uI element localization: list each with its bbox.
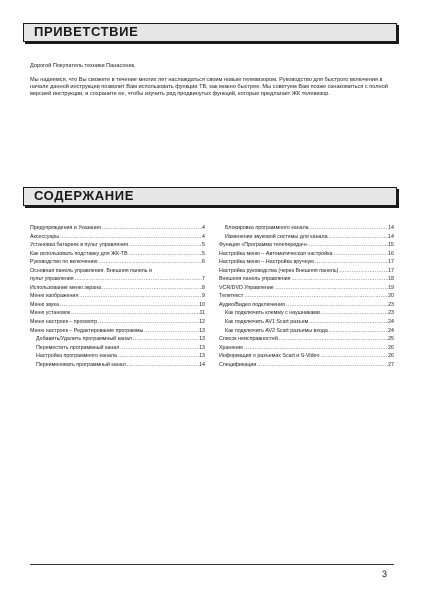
toc-entry-title: Основная панель управления. Внешняя панель и [30, 267, 152, 274]
toc-entry [30, 301, 205, 310]
toc-entry-title: Меню настроек – просмотр [30, 319, 98, 326]
toc-entry-title: Руководство по включению [30, 259, 98, 266]
toc-entry-title: VCR/DVD Управление [219, 284, 274, 291]
toc-leader-dots [132, 335, 199, 344]
toc-entry [219, 335, 394, 344]
toc-entry-title: Как использовать подставку для ЖК-ТВ [30, 250, 128, 257]
toc-entry [219, 301, 394, 310]
toc-entry-page: 4 [202, 225, 205, 231]
toc-leader-dots [320, 309, 388, 318]
toc-entry-title: Как подключить AV2 Scart разъемы входа [225, 327, 328, 334]
toc-entry-page: 17 [388, 267, 394, 274]
toc-entry-page: 16 [388, 250, 394, 257]
toc-entry [219, 224, 394, 233]
toc-entry [219, 250, 394, 259]
toc-entry-page: 4 [202, 233, 205, 240]
toc-leader-dots [143, 327, 199, 336]
toc-right-column [219, 224, 394, 369]
toc-entry-page: 5 [202, 250, 205, 257]
toc-entry-page: 14 [388, 225, 394, 231]
toc-entry-title: Настройка меню – Настройка вручную [219, 259, 315, 266]
toc-entry-title: Изменение звуковой системы для канала [225, 233, 328, 240]
toc-entry-page: 11 [199, 310, 205, 317]
toc-entry-title: Внешняя панель управления [219, 276, 291, 283]
toc-entry [30, 233, 205, 242]
toc-leader-dots [78, 292, 202, 301]
toc-entry-page: 14 [199, 361, 205, 368]
toc-leader-dots [97, 258, 202, 267]
toc-entry-title: Аксессуары [30, 233, 60, 240]
toc-entry [30, 267, 205, 276]
toc-entry-title: Меню установок [30, 310, 71, 317]
toc-entry-page: 13 [199, 353, 205, 360]
toc-entry-page: 17 [388, 259, 394, 266]
toc-entry-title: Меню настроек – Редактирование программы [30, 327, 144, 334]
toc-entry-page: 14 [388, 233, 394, 240]
toc-entry-title: Функция «Программа телепередач» [219, 242, 308, 249]
toc-entry-page: 18 [388, 276, 394, 283]
toc-leader-dots [101, 284, 202, 293]
toc-entry [30, 318, 205, 327]
toc-entry [219, 352, 394, 361]
toc-entry-title: Хранение [219, 344, 244, 351]
toc-entry-title: Предупреждения и Указания [30, 225, 101, 231]
toc-entry [30, 284, 205, 293]
toc-entry-page: 15 [388, 242, 394, 249]
toc-leader-dots [70, 309, 199, 318]
toc-entry-title: Спецификации [219, 361, 257, 368]
toc-entry-title: Переименовать программный канал [36, 361, 126, 368]
toc-entry-page: 20 [388, 293, 394, 300]
footer-divider [30, 564, 394, 565]
toc-entry-page: 7 [202, 276, 205, 283]
toc-entry [219, 284, 394, 293]
toc-entry-page: 24 [388, 327, 394, 334]
toc-entry-page: 27 [388, 361, 394, 368]
toc-leader-dots [128, 241, 202, 250]
toc-leader-dots [308, 318, 388, 327]
toc-entry-page: 13 [199, 344, 205, 351]
toc-entry [30, 241, 205, 250]
toc-entry [30, 292, 205, 301]
toc-entry [30, 335, 205, 344]
toc-entry [219, 361, 394, 370]
toc-leader-dots [338, 267, 388, 276]
toc-entry-title: Список неисправностей [219, 336, 278, 343]
toc-left-column [30, 224, 205, 369]
toc-entry [219, 318, 394, 327]
toc-entry [30, 250, 205, 259]
toc-entry [219, 292, 394, 301]
toc-entry [219, 258, 394, 267]
toc-entry-page: 12 [199, 319, 205, 326]
toc-leader-dots [59, 301, 199, 310]
toc-entry-title: Информация о разъемах Scart и S-Video [219, 353, 320, 360]
toc-leader-dots [309, 224, 388, 233]
toc-entry-page: 9 [202, 293, 205, 300]
toc-entry [30, 275, 205, 284]
toc-leader-dots [119, 344, 199, 353]
toc-leader-dots [314, 258, 388, 267]
toc-leader-dots [74, 275, 202, 284]
toc-leader-dots [128, 250, 202, 259]
greeting-body: Мы надеемся, что Вы сможете в течение многих лет наслаждаться своим новым телевизором. Руководство для быстрого включения в начале данной инструкции позволит Вам использовать функции ТВ, как можно быстрее. Мы советуем Вам позже ознакомиться с полной версией инструкции, и сохраните ее, чтобы изучить ряд продвинутых функций, которые предлагает ЖК телевизор. [30, 77, 388, 97]
toc-heading: СОДЕРЖАНИЕ [23, 187, 397, 206]
toc-entry-page: 26 [388, 353, 394, 360]
toc-leader-dots [59, 233, 202, 242]
toc-leader-dots [274, 284, 388, 293]
toc-leader-dots [243, 292, 388, 301]
toc-entry-page: 8 [202, 284, 205, 291]
toc-entry-title: Как подключить клемму с наушниками [225, 310, 320, 317]
toc-leader-dots [256, 361, 388, 370]
toc-entry-page: 13 [199, 336, 205, 343]
toc-leader-dots [333, 250, 389, 259]
toc-entry [30, 224, 205, 233]
toc-entry [219, 241, 394, 250]
toc-entry-page: 26 [388, 344, 394, 351]
toc-leader-dots [291, 275, 389, 284]
toc-entry [30, 309, 205, 318]
toc-entry-page: 10 [199, 301, 205, 308]
toc-leader-dots [328, 233, 389, 242]
toc-entry-title: Использование меню экрана [30, 284, 102, 291]
toc-leader-dots [278, 335, 388, 344]
toc-entry [30, 361, 205, 370]
toc-entry-title: Установка батареек в пульт управления [30, 242, 129, 249]
toc-entry [219, 309, 394, 318]
toc-entry-page: 23 [388, 301, 394, 308]
toc-entry-title: Переместить программный канал [36, 344, 120, 351]
toc-entry-title: Блокировка программного канала [225, 225, 309, 231]
page-number: 3 [382, 569, 388, 579]
toc-entry-page: 19 [388, 284, 394, 291]
toc-entry [219, 327, 394, 336]
toc-entry [30, 327, 205, 336]
greeting-heading: ПРИВЕТСТВИЕ [23, 23, 397, 42]
toc-entry-title: Как подключить AV1 Scart разъем [225, 319, 309, 326]
toc-entry-page: 6 [202, 259, 205, 266]
toc-leader-dots [101, 224, 202, 233]
toc-entry [219, 344, 394, 353]
toc-entry-title: Настройка программного канала [36, 353, 117, 360]
toc-leader-dots [117, 352, 199, 361]
toc-leader-dots [319, 352, 388, 361]
toc-entry [219, 233, 394, 242]
toc-leader-dots [126, 361, 199, 370]
toc-entry-page: 24 [388, 319, 394, 326]
toc-entry [30, 352, 205, 361]
toc-leader-dots [308, 241, 388, 250]
toc-entry-page: 25 [388, 336, 394, 343]
toc-entry-title: пульт управления [30, 276, 74, 283]
toc-entry [30, 344, 205, 353]
toc-entry-title: Телетекст [219, 293, 244, 300]
toc-leader-dots [328, 327, 388, 336]
toc-entry [219, 275, 394, 284]
toc-entry-title: Аудио/Видео подключения [219, 301, 285, 308]
toc-entry-page: 5 [202, 242, 205, 249]
toc-entry [30, 258, 205, 267]
toc-entry-page: 23 [388, 310, 394, 317]
toc-entry-title: Добавить/Удалить программный канал [36, 336, 132, 343]
toc-entry-title: Меню изображения [30, 293, 79, 300]
toc-entry-page: 13 [199, 327, 205, 334]
toc-entry-title: Меню звука [30, 301, 59, 308]
toc-leader-dots [97, 318, 199, 327]
toc-entry-title: Настройка руководства (через Внешняя панель) [219, 267, 339, 274]
toc-entry-title: Настройка меню – Автоматическая настройка [219, 250, 333, 257]
toc-entry [219, 267, 394, 276]
greeting-salutation: Дорогой Покупатель техники Панасоник, [30, 63, 136, 69]
toc-leader-dots [243, 344, 388, 353]
toc-leader-dots [285, 301, 388, 310]
